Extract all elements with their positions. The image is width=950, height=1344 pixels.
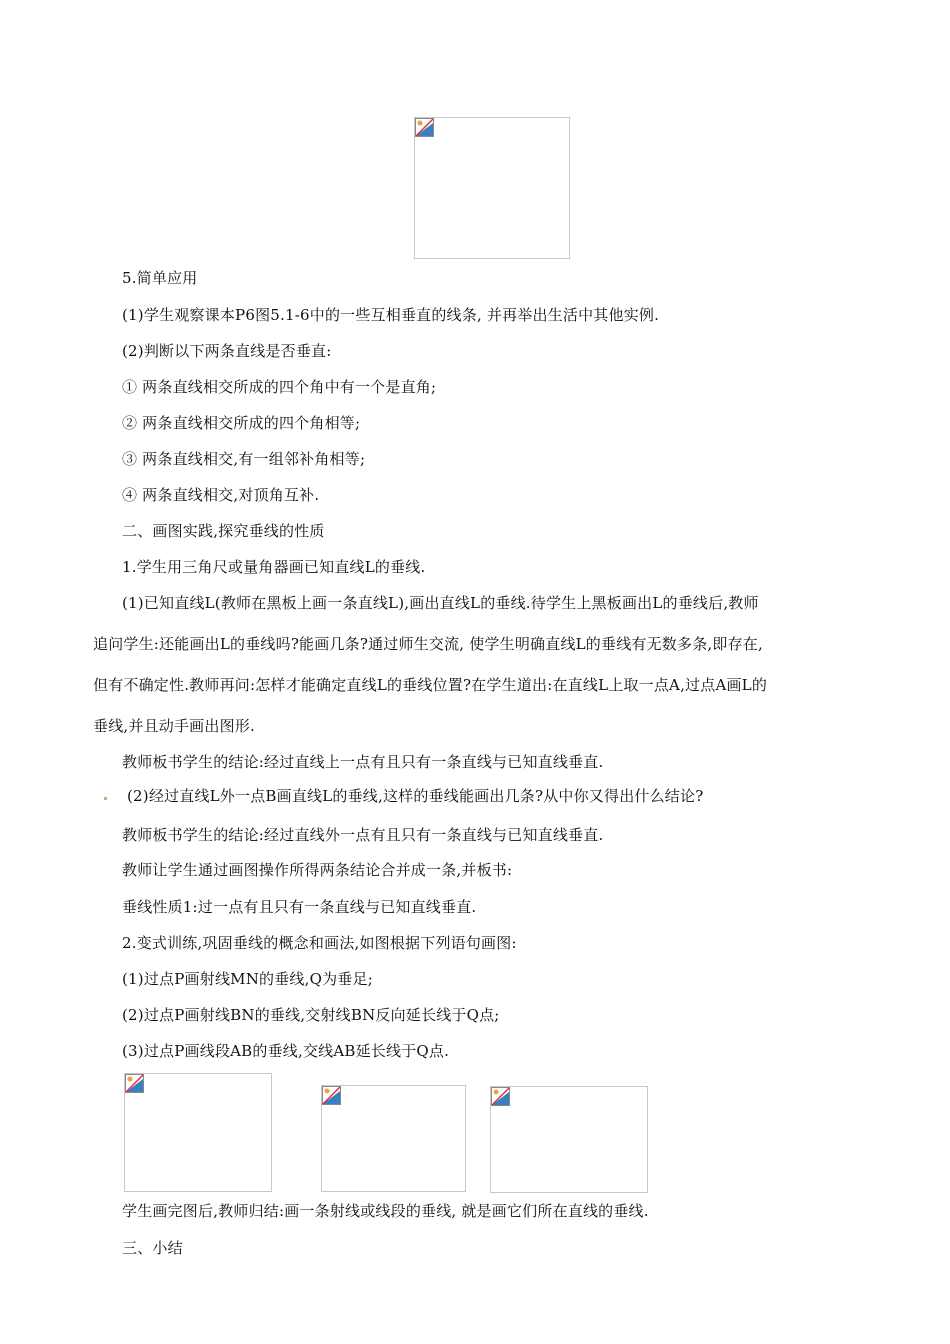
choice-4: ④ 两条直线相交,对顶角互补.	[122, 486, 320, 504]
property-1: 垂线性质1:过一点有且只有一条直线与已知直线垂直.	[122, 898, 477, 916]
item-1: (1)学生观察课本P6图5.1-6中的一些互相垂直的线条, 并再举出生活中其他实例.	[122, 306, 660, 324]
paragraph-line: 垂线,并且动手画出图形.	[93, 717, 255, 735]
paragraph-1: 1.学生用三角尺或量角器画已知直线L的垂线.	[122, 558, 426, 576]
broken-image-icon	[491, 1087, 510, 1106]
drawing-task-2: (2)过点P画射线BN的垂线,交射线BN反向延长线于Q点;	[122, 1006, 500, 1024]
item-2: (2)判断以下两条直线是否垂直:	[122, 342, 332, 360]
figure-image-2	[321, 1085, 466, 1192]
broken-image-icon	[125, 1074, 144, 1093]
choice-1: ① 两条直线相交所成的四个角中有一个是直角;	[122, 378, 437, 396]
drawing-task-1: (1)过点P画射线MN的垂线,Q为垂足;	[122, 970, 373, 988]
broken-image-icon	[415, 118, 434, 137]
merge-instruction: 教师让学生通过画图操作所得两条结论合并成一条,并板书:	[122, 861, 513, 879]
paragraph-2: 2.变式训练,巩固垂线的概念和画法,如图根据下列语句画图:	[122, 934, 517, 952]
drawing-task-3: (3)过点P画线段AB的垂线,交线AB延长线于Q点.	[122, 1042, 450, 1060]
conclusion-2: 教师板书学生的结论:经过直线外一点有且只有一条直线与已知直线垂直.	[122, 826, 604, 844]
section-5-title: 5.简单应用	[122, 269, 198, 287]
choice-3: ③ 两条直线相交,有一组邻补角相等;	[122, 450, 366, 468]
figure-image-1	[124, 1073, 272, 1192]
paragraph-line: 追问学生:还能画出L的垂线吗?能画几条?通过师生交流, 使学生明确直线L的垂线有无数多条,即存在,	[93, 635, 763, 653]
broken-image-icon	[322, 1086, 341, 1105]
figure-image-3	[490, 1086, 648, 1193]
paragraph-line: (1)已知直线L(教师在黑板上画一条直线L),画出直线L的垂线.待学生上黑板画出L的垂线后,教师	[122, 594, 759, 612]
choice-2: ② 两条直线相交所成的四个角相等;	[122, 414, 361, 432]
question-2: (2)经过直线L外一点B画直线L的垂线,这样的垂线能画出几条?从中你又得出什么结论?	[127, 787, 704, 805]
section-3-title: 三、小结	[122, 1239, 183, 1257]
marker-dot	[104, 797, 107, 800]
section-2-title: 二、画图实践,探究垂线的性质	[122, 522, 325, 540]
conclusion-1: 教师板书学生的结论:经过直线上一点有且只有一条直线与已知直线垂直.	[122, 753, 604, 771]
paragraph-line: 但有不确定性.教师再问:怎样才能确定直线L的垂线位置?在学生道出:在直线L上取一点A,过点A画L的	[93, 676, 768, 694]
figure-image-top	[414, 117, 570, 259]
summary-note: 学生画完图后,教师归结:画一条射线或线段的垂线, 就是画它们所在直线的垂线.	[122, 1202, 649, 1220]
